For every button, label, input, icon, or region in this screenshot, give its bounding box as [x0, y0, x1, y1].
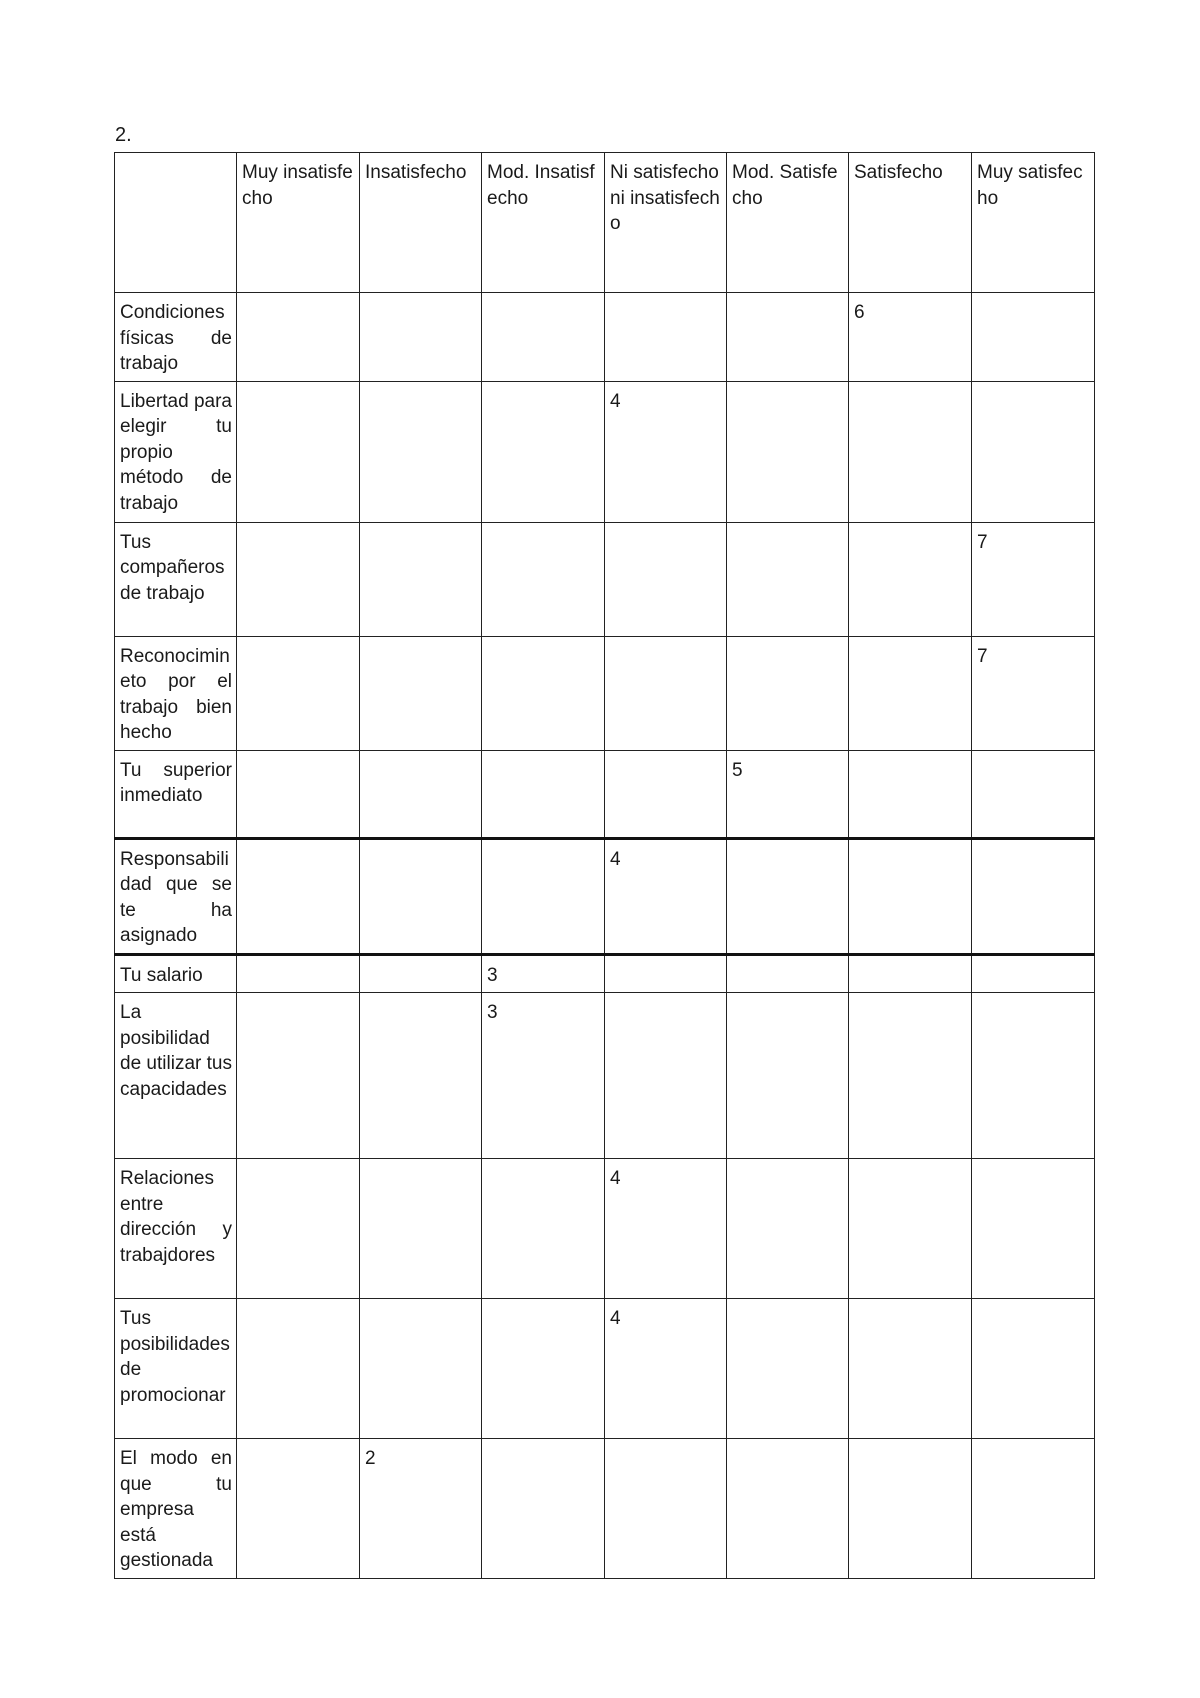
table-cell [972, 381, 1095, 522]
table-cell [237, 993, 360, 1159]
table-cell [237, 522, 360, 636]
header-cell: Mod. Satisfecho [727, 153, 849, 293]
table-cell [972, 993, 1095, 1159]
table-cell [972, 1159, 1095, 1299]
table-row [115, 381, 1095, 522]
header-row [115, 153, 1095, 293]
table-cell [727, 993, 849, 1159]
table-cell [482, 1299, 605, 1439]
table-cell [849, 522, 972, 636]
table-row [115, 838, 1095, 954]
table-cell [605, 993, 727, 1159]
table-cell [237, 954, 360, 993]
table-row [115, 636, 1095, 750]
header-cell [115, 153, 237, 293]
row-label: Reconocimineto por el trabajo bien hecho [115, 636, 237, 750]
table-row [115, 522, 1095, 636]
table-cell [727, 1299, 849, 1439]
table-cell [972, 1439, 1095, 1579]
table-cell [482, 636, 605, 750]
table-row [115, 1159, 1095, 1299]
table-cell [360, 750, 482, 838]
table-row [115, 750, 1095, 838]
table-row [115, 293, 1095, 382]
table-cell [360, 993, 482, 1159]
table-cell: 5 [727, 750, 849, 838]
table-cell [727, 1439, 849, 1579]
table-cell [482, 750, 605, 838]
table-cell [360, 522, 482, 636]
header-cell: Ni satisfecho ni insatisfecho [605, 153, 727, 293]
table-cell [727, 293, 849, 382]
header-cell: Insatisfecho [360, 153, 482, 293]
table-cell [727, 838, 849, 954]
table-cell [605, 750, 727, 838]
row-label: Libertad para elegir tu propio método de trabajo [115, 381, 237, 522]
satisfaction-table [114, 152, 1095, 1579]
table-cell: 4 [605, 1299, 727, 1439]
row-label: Tu salario [115, 954, 237, 993]
table-cell [237, 381, 360, 522]
table-cell [482, 293, 605, 382]
table-cell [482, 522, 605, 636]
table-cell [482, 1159, 605, 1299]
table-cell: 7 [972, 522, 1095, 636]
table-cell: 4 [605, 838, 727, 954]
table-cell [849, 993, 972, 1159]
table-cell [237, 750, 360, 838]
header-cell: Muy satisfecho [972, 153, 1095, 293]
table-cell [727, 954, 849, 993]
table-cell [727, 522, 849, 636]
table-cell: 4 [605, 381, 727, 522]
table-cell [972, 1299, 1095, 1439]
header-cell: Satisfecho [849, 153, 972, 293]
table-cell [237, 293, 360, 382]
table-cell [849, 954, 972, 993]
table-cell: 4 [605, 1159, 727, 1299]
table-cell [605, 522, 727, 636]
row-label: La posibilidad de utilizar tus capacidades [115, 993, 237, 1159]
table-cell [360, 1299, 482, 1439]
table-cell [727, 1159, 849, 1299]
table-cell [972, 954, 1095, 993]
table-cell: 7 [972, 636, 1095, 750]
table-cell [849, 1299, 972, 1439]
table-cell [360, 381, 482, 522]
table-cell [849, 838, 972, 954]
row-label: Condiciones físicas de trabajo [115, 293, 237, 382]
table-cell: 2 [360, 1439, 482, 1579]
table-cell [237, 1299, 360, 1439]
table-cell [360, 293, 482, 382]
table-row [115, 1299, 1095, 1439]
table-cell [972, 838, 1095, 954]
row-label: Responsabilidad que se te ha asignado [115, 838, 237, 954]
table-cell [849, 636, 972, 750]
table-cell [972, 293, 1095, 382]
table-cell [605, 636, 727, 750]
table-cell [849, 750, 972, 838]
table-cell: 6 [849, 293, 972, 382]
table-cell [360, 636, 482, 750]
row-label: Tus posibilidades de promocionar [115, 1299, 237, 1439]
row-label: El modo en que tu empresa está gestionada [115, 1439, 237, 1579]
table-cell [237, 636, 360, 750]
table-cell: 3 [482, 993, 605, 1159]
table-cell [605, 1439, 727, 1579]
table-cell [605, 954, 727, 993]
table-cell [237, 838, 360, 954]
table-cell [360, 838, 482, 954]
header-cell: Mod. Insatisfecho [482, 153, 605, 293]
table-cell [849, 1159, 972, 1299]
table-cell [972, 750, 1095, 838]
table-row [115, 954, 1095, 993]
table-row [115, 993, 1095, 1159]
row-label: Tu superior inmediato [115, 750, 237, 838]
table-cell [237, 1439, 360, 1579]
table-cell [482, 838, 605, 954]
table-cell [727, 636, 849, 750]
table-cell [727, 381, 849, 522]
table-cell [482, 381, 605, 522]
row-label: Tus compañeros de trabajo [115, 522, 237, 636]
table-cell [237, 1159, 360, 1299]
table-cell [849, 381, 972, 522]
table-cell [360, 954, 482, 993]
table-cell [605, 293, 727, 382]
table-cell [849, 1439, 972, 1579]
table-cell: 3 [482, 954, 605, 993]
row-label: Relaciones entre dirección y trabajdores [115, 1159, 237, 1299]
page-number: 2. [115, 124, 132, 146]
header-cell: Muy insatisfecho [237, 153, 360, 293]
table-cell [360, 1159, 482, 1299]
table-row [115, 1439, 1095, 1579]
table-cell [482, 1439, 605, 1579]
